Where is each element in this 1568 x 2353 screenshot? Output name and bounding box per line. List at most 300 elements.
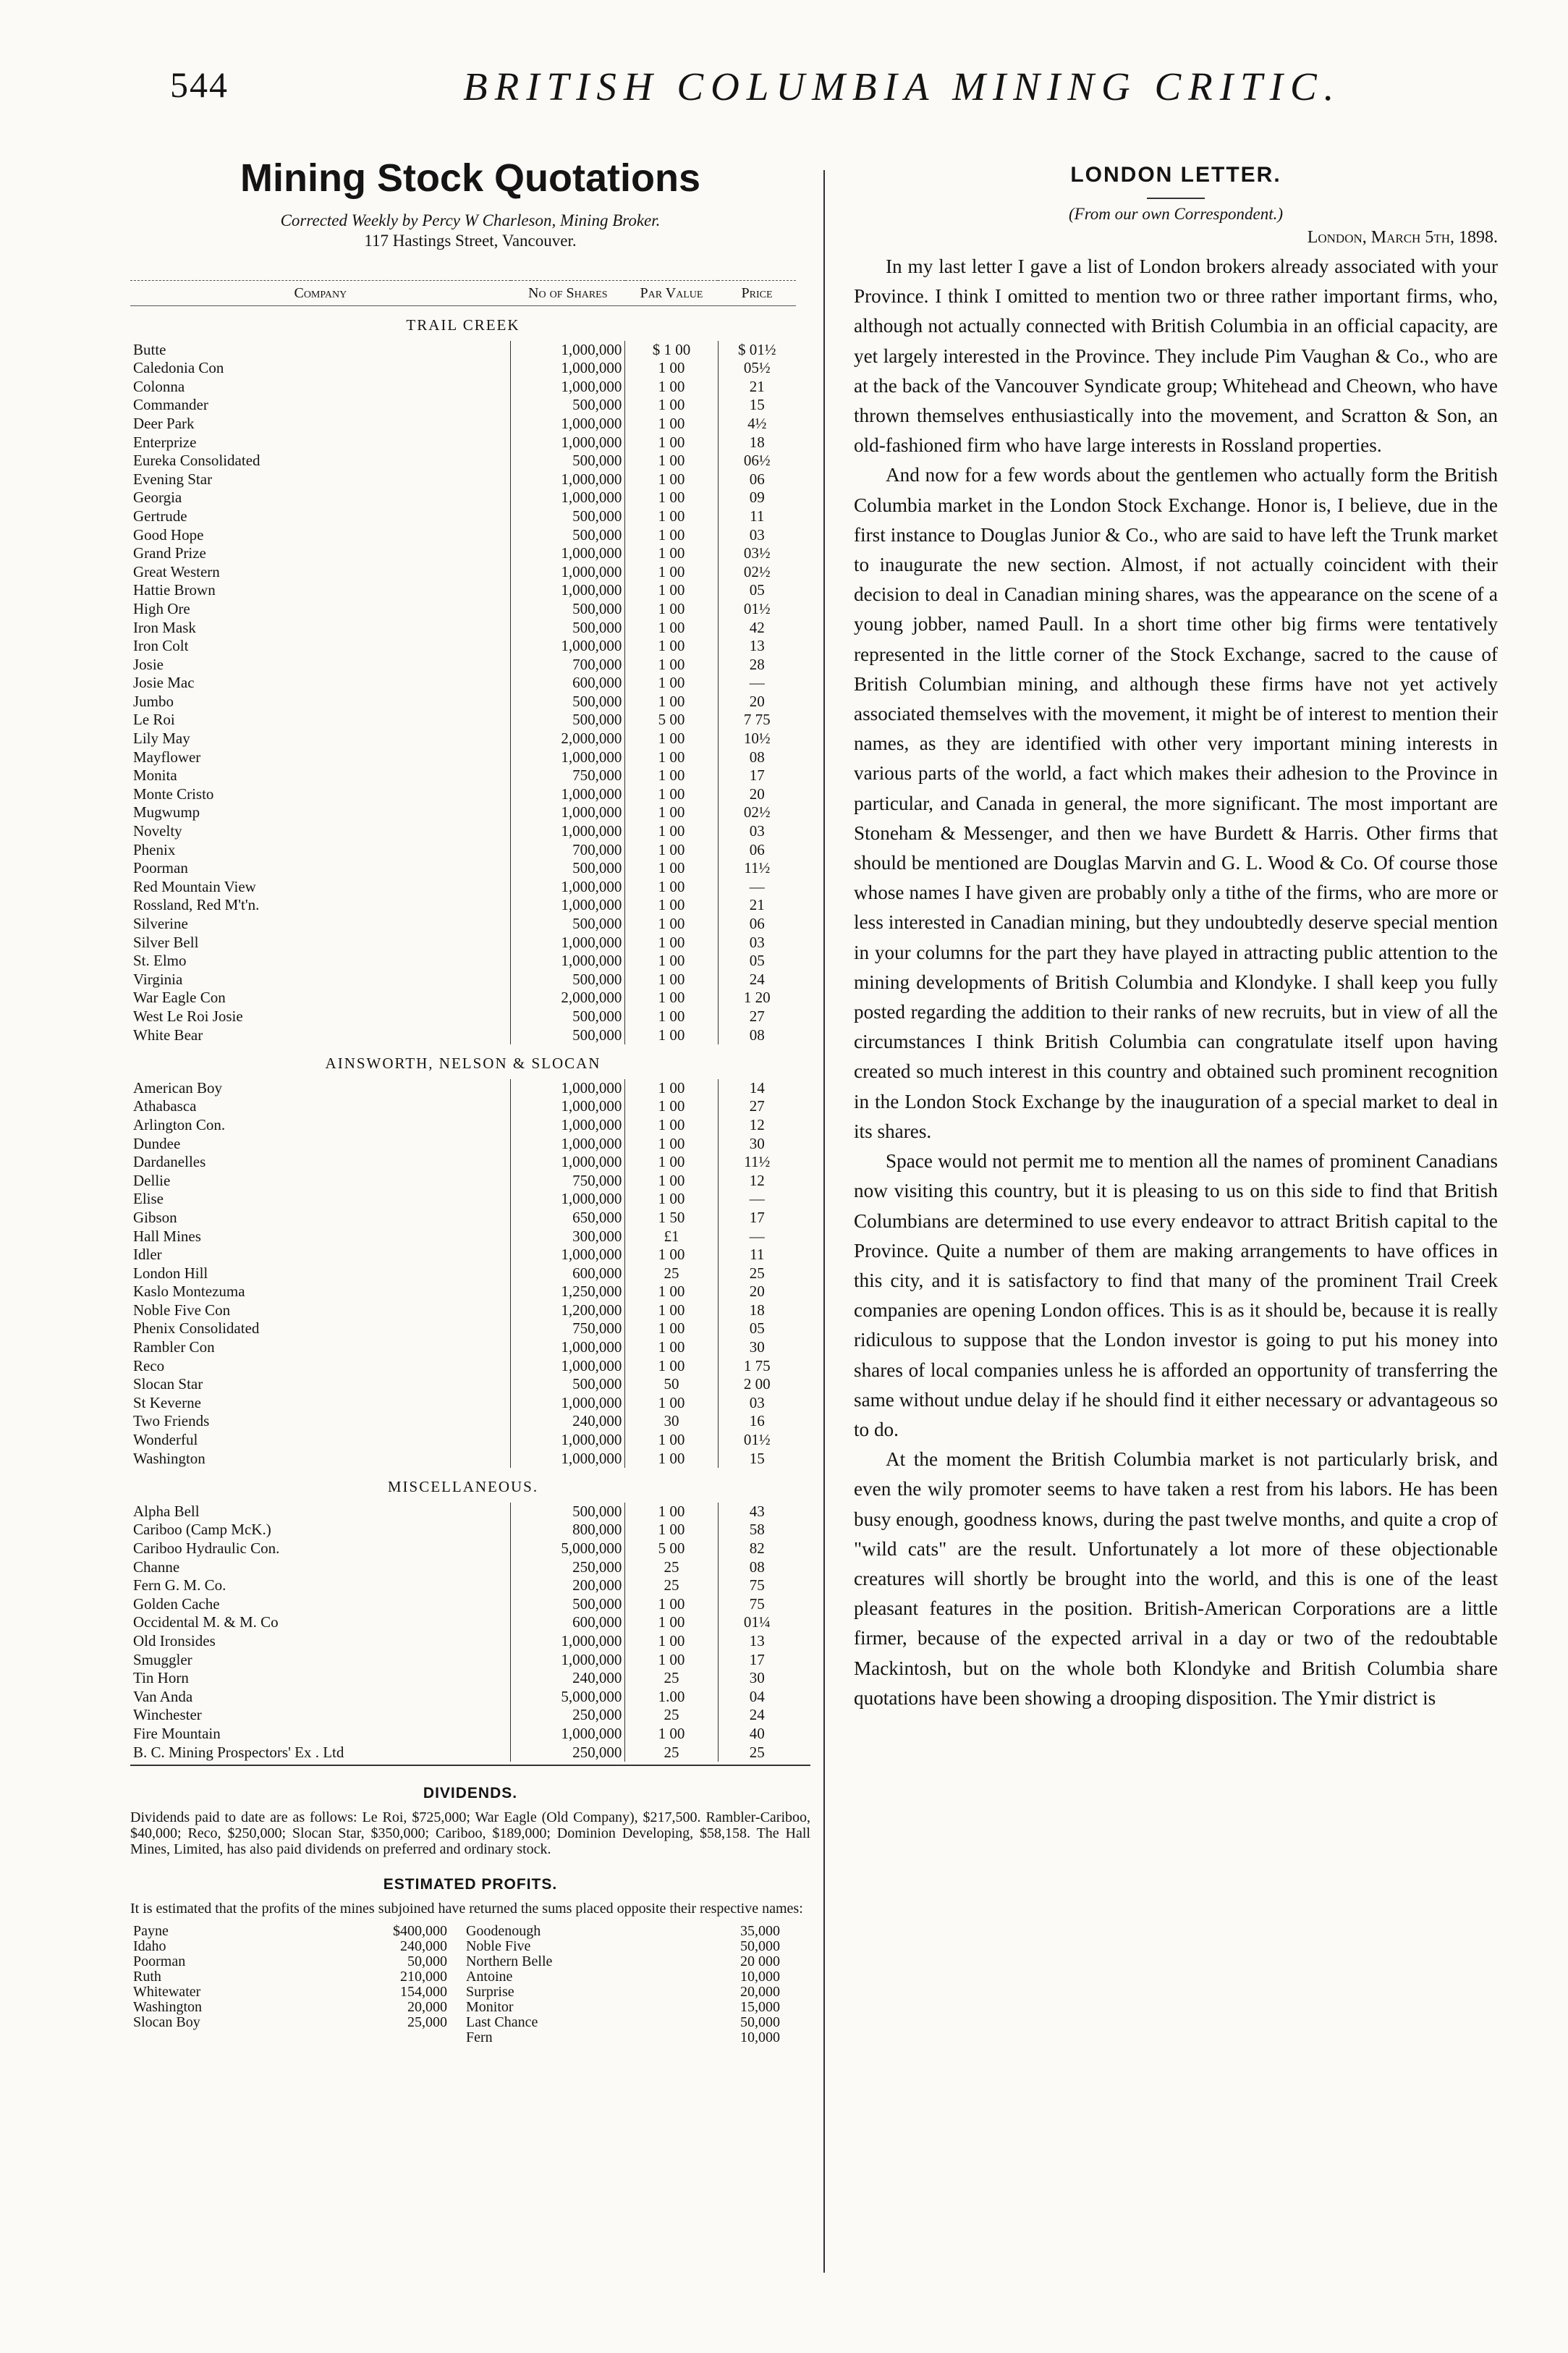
company-name: Iron Colt [130, 637, 511, 656]
price-value: 25 [749, 1264, 765, 1282]
price-value: 17 [749, 1650, 765, 1668]
par-value: 5 00 [625, 711, 718, 730]
price-value: 13 [749, 637, 765, 655]
company-name: Rossland, Red M't'n. [130, 896, 511, 915]
corrected-line: Corrected Weekly by Percy W Charleson, Mining Broker. [280, 211, 661, 229]
section-heading-row [130, 306, 796, 341]
quote-row [130, 1007, 796, 1026]
par-value: 1 00 [625, 785, 718, 804]
company-name: Le Roi [130, 711, 511, 730]
par-value: 1 50 [625, 1209, 718, 1228]
shares-value: 500,000 [511, 1375, 625, 1394]
par-value: 1 00 [625, 748, 718, 767]
profit-amount [328, 2030, 463, 2045]
company-name: Red Mountain View [130, 878, 511, 897]
profit-amount: 50,000 [740, 2014, 780, 2031]
dividends-title: DIVIDENDS. [423, 1785, 518, 1802]
quote-row [130, 1706, 796, 1725]
profits-title: ESTIMATED PROFITS. [383, 1876, 558, 1893]
shares-value: 1,000,000 [511, 952, 625, 971]
par-value: 1 00 [625, 1283, 718, 1301]
profit-amount: 10,000 [740, 1969, 780, 1985]
quote-row [130, 989, 796, 1007]
company-name: Colonna [130, 378, 511, 397]
quote-row [130, 878, 796, 897]
price-value: 13 [749, 1631, 765, 1649]
profit-amount: 25,000 [407, 2014, 447, 2031]
par-value: 1 00 [625, 1246, 718, 1264]
company-name: Wonderful [130, 1431, 511, 1450]
par-value: 25 [625, 1264, 718, 1283]
quote-row [130, 526, 796, 545]
par-value: 1 00 [625, 952, 718, 971]
company-name: Idler [130, 1246, 511, 1264]
price-value: 09 [749, 489, 765, 507]
shares-value: 1,250,000 [511, 1283, 625, 1301]
quote-row [130, 507, 796, 526]
address-line: 117 Hastings Street, Vancouver. [364, 232, 577, 250]
quote-row [130, 1116, 796, 1135]
quote-row [130, 1283, 796, 1301]
shares-value: 500,000 [511, 526, 625, 545]
quote-row [130, 1503, 796, 1521]
company-name: Novelty [130, 822, 511, 841]
quote-row [130, 1558, 796, 1577]
company-name: Hall Mines [130, 1228, 511, 1246]
company-name: St. Elmo [130, 952, 511, 971]
quote-row [130, 803, 796, 822]
shares-value: 250,000 [511, 1558, 625, 1577]
col-company-header: Company [130, 281, 511, 306]
par-value: 1 00 [625, 1357, 718, 1376]
price-value: 28 [749, 655, 765, 673]
company-name: Smuggler [130, 1651, 511, 1670]
company-name: West Le Roi Josie [130, 1007, 511, 1026]
price-value: 01½ [743, 1431, 771, 1449]
price-value: 10½ [743, 730, 771, 748]
par-value: 1 00 [625, 1521, 718, 1539]
shares-value: 2,000,000 [511, 730, 625, 748]
price-value: 21 [749, 896, 765, 914]
par-value: 1 00 [625, 1651, 718, 1670]
profits-table [130, 1924, 796, 2045]
shares-value: 800,000 [511, 1521, 625, 1539]
shares-value: 1,000,000 [511, 434, 625, 452]
shares-value: 2,000,000 [511, 989, 625, 1007]
par-value: 25 [625, 1744, 718, 1762]
quote-row [130, 785, 796, 804]
price-value: 17 [749, 1208, 765, 1226]
par-value: 1 00 [625, 1319, 718, 1338]
company-name: Caledonia Con [130, 359, 511, 378]
quote-row [130, 1246, 796, 1264]
price-value: 58 [749, 1521, 765, 1539]
company-name: Fern G. M. Co. [130, 1576, 511, 1595]
shares-value: 1,000,000 [511, 1079, 625, 1098]
company-name: Golden Cache [130, 1595, 511, 1614]
dividends-text: Dividends paid to date are as follows: Le Roi, $725,000; War Eagle (Old Company), $217,500. Rambler-Cariboo, $40,000; Reco, $250,000; Slocan Star, $350,000; Cariboo, $189,000; Dominion Developing, $58,158. The Hall Mines, Limited, has also paid dividends on preferred and ordinary stock. [130, 1809, 810, 1858]
company-name: Cariboo (Camp McK.) [130, 1521, 511, 1539]
profit-row [130, 1985, 796, 2000]
price-value: 05 [749, 1319, 765, 1338]
company-name: Slocan Star [130, 1375, 511, 1394]
price-value: 16 [749, 1412, 765, 1430]
company-name: Mugwump [130, 803, 511, 822]
mine-name: Idaho [133, 1938, 166, 1955]
price-value: — [749, 877, 765, 895]
quote-row [130, 859, 796, 878]
price-value: 01½ [743, 599, 771, 617]
par-value: £1 [625, 1228, 718, 1246]
profit-row [130, 2000, 796, 2015]
par-value: 1 00 [625, 434, 718, 452]
company-name: Commander [130, 396, 511, 415]
price-value: — [749, 1190, 765, 1208]
company-name: Dellie [130, 1172, 511, 1191]
company-name: St Keverne [130, 1394, 511, 1413]
price-value: 11 [750, 507, 765, 525]
price-value: 03 [749, 525, 765, 544]
shares-value: 500,000 [511, 452, 625, 470]
company-name: Eureka Consolidated [130, 452, 511, 470]
par-value: 1 00 [625, 1503, 718, 1521]
mine-name: Monitor [465, 1999, 514, 2016]
quote-row [130, 971, 796, 989]
par-value: 1 00 [625, 637, 718, 656]
company-name: Evening Star [130, 470, 511, 489]
company-name: Silverine [130, 915, 511, 934]
company-name: Virginia [130, 971, 511, 989]
mine-name: Washington [133, 1999, 203, 2016]
shares-value: 1,000,000 [511, 415, 625, 434]
shares-value: 1,000,000 [511, 1153, 625, 1172]
company-name: Occidental M. & M. Co [130, 1613, 511, 1632]
price-value: 30 [749, 1338, 765, 1356]
price-value: 7 75 [743, 711, 771, 729]
company-name: Channe [130, 1558, 511, 1577]
price-value: — [749, 1227, 765, 1245]
par-value: 1 00 [625, 730, 718, 748]
quote-row [130, 470, 796, 489]
letter-body [854, 252, 1498, 1713]
company-name: Monita [130, 766, 511, 785]
quote-row [130, 1613, 796, 1632]
price-value: 15 [749, 396, 765, 414]
quote-row [130, 656, 796, 675]
company-name: War Eagle Con [130, 989, 511, 1007]
shares-value: 1,000,000 [511, 1651, 625, 1670]
price-value: 06 [749, 915, 765, 932]
price-value: 03 [749, 1393, 765, 1411]
price-value: 05 [749, 581, 765, 599]
section-heading-row [130, 1044, 796, 1079]
shares-value: 500,000 [511, 711, 625, 730]
company-name: Deer Park [130, 415, 511, 434]
company-name: Kaslo Montezuma [130, 1283, 511, 1301]
quote-row [130, 1431, 796, 1450]
quote-row [130, 359, 796, 378]
shares-value: 500,000 [511, 1503, 625, 1521]
price-value: 01¼ [743, 1613, 771, 1631]
shares-value: 700,000 [511, 656, 625, 675]
price-value: 18 [749, 433, 765, 451]
quote-row [130, 563, 796, 582]
price-value: — [749, 674, 765, 692]
mine-name: Fern [465, 2029, 493, 2046]
quote-row [130, 1539, 796, 1558]
shares-value: 1,000,000 [511, 1632, 625, 1651]
company-name: Jumbo [130, 693, 511, 711]
shares-value: 750,000 [511, 766, 625, 785]
par-value: 1 00 [625, 600, 718, 619]
shares-value: 1,000,000 [511, 637, 625, 656]
profit-amount: 154,000 [399, 1984, 447, 2001]
profit-amount: 15,000 [740, 1999, 780, 2016]
par-value: 25 [625, 1558, 718, 1577]
price-value: 06 [749, 840, 765, 858]
column-rule [823, 170, 825, 2273]
profit-amount: 50,000 [407, 1953, 447, 1970]
page-number: 544 [170, 64, 229, 105]
shares-value: 500,000 [511, 693, 625, 711]
profit-amount: 210,000 [399, 1969, 447, 1985]
quote-row [130, 822, 796, 841]
par-value: 1 00 [625, 1153, 718, 1172]
par-value: 1 00 [625, 396, 718, 415]
letter-paragraph: At the moment the British Columbia market is not particularly brisk, and even the wily promoter seems to have taken a rest from his labors. He has been busy enough, goodness knows, during the past twelve months, and quite a crop of "wild cats" are the result. Unfortunately a lot more of these objectionable creatures will shortly be brought into the world, and this is one of the least pleasant features in the position. British-American Corporations are a little firmer, because of the expected arrival in a day or two of the redoubtable Mackintosh, but on the whole both Klondyke and British Columbia share quotations have been showing a drooping disposition. The Ymir district is [854, 1448, 1498, 1709]
company-name: Enterprize [130, 434, 511, 452]
quote-row [130, 544, 796, 563]
title-rule [1147, 198, 1205, 199]
quote-row [130, 1744, 796, 1762]
par-value: 1 00 [625, 971, 718, 989]
quote-row [130, 711, 796, 730]
col-price-header: Price [718, 281, 796, 306]
company-name: Athabasca [130, 1097, 511, 1116]
price-value: 06½ [743, 452, 771, 470]
price-value: 24 [749, 1706, 765, 1724]
company-name: Butte [130, 341, 511, 360]
quote-row [130, 1228, 796, 1246]
company-name: Silver Bell [130, 934, 511, 952]
profit-amount: 10,000 [740, 2029, 780, 2046]
profit-amount: 35,000 [740, 1923, 780, 1940]
shares-value: 1,000,000 [511, 1431, 625, 1450]
company-name: Washington [130, 1450, 511, 1469]
table-bottom-rule [130, 1765, 810, 1766]
shares-value: 200,000 [511, 1576, 625, 1595]
price-value: 18 [749, 1301, 765, 1319]
quote-row [130, 378, 796, 397]
shares-value: 240,000 [511, 1669, 625, 1688]
profit-row [130, 1939, 796, 1954]
mine-name: Last Chance [465, 2014, 538, 2031]
quotations-title: Mining Stock Quotations [240, 156, 700, 200]
section-heading: TRAIL CREEK [406, 316, 520, 334]
quote-row [130, 341, 796, 360]
par-value: 1 00 [625, 656, 718, 675]
quote-row [130, 452, 796, 470]
par-value: 50 [625, 1375, 718, 1394]
price-value: 75 [749, 1576, 765, 1594]
quote-row [130, 415, 796, 434]
price-value: 11 [750, 1246, 765, 1264]
company-name: American Boy [130, 1079, 511, 1098]
shares-value: 700,000 [511, 841, 625, 860]
price-value: 04 [749, 1687, 765, 1705]
shares-value: 750,000 [511, 1319, 625, 1338]
quotations-body [130, 306, 796, 1762]
shares-value: 240,000 [511, 1412, 625, 1431]
shares-value: 300,000 [511, 1228, 625, 1246]
company-name: Cariboo Hydraulic Con. [130, 1539, 511, 1558]
company-name: Arlington Con. [130, 1116, 511, 1135]
quote-row [130, 434, 796, 452]
company-name: London Hill [130, 1264, 511, 1283]
shares-value: 1,000,000 [511, 785, 625, 804]
quote-row [130, 1576, 796, 1595]
par-value: 1 00 [625, 822, 718, 841]
price-value: 17 [749, 766, 765, 785]
shares-value: 250,000 [511, 1744, 625, 1762]
shares-value: 1,000,000 [511, 896, 625, 915]
par-value: 1 00 [625, 1026, 718, 1045]
company-name: Poorman [130, 859, 511, 878]
price-value: $ 01½ [738, 340, 776, 358]
company-name: Rambler Con [130, 1338, 511, 1357]
quote-row [130, 1079, 796, 1098]
shares-value: 1,000,000 [511, 1246, 625, 1264]
company-name: Iron Mask [130, 619, 511, 638]
shares-value: 1,000,000 [511, 581, 625, 600]
quote-row [130, 637, 796, 656]
company-name: Alpha Bell [130, 1503, 511, 1521]
shares-value: 650,000 [511, 1209, 625, 1228]
profit-row [130, 2030, 796, 2045]
shares-value: 1,000,000 [511, 489, 625, 507]
par-value: 1 00 [625, 1450, 718, 1469]
par-value: 1 00 [625, 1172, 718, 1191]
par-value: 1.00 [625, 1688, 718, 1707]
shares-value: 1,000,000 [511, 1338, 625, 1357]
quote-row [130, 600, 796, 619]
price-value: 27 [749, 1097, 765, 1115]
profit-row [130, 2015, 796, 2030]
price-value: 27 [749, 1007, 765, 1025]
profit-amount: 50,000 [740, 1938, 780, 1955]
shares-value: 5,000,000 [511, 1539, 625, 1558]
letter-dateline: London, March 5th, 1898. [1307, 228, 1498, 247]
price-value: 11½ [744, 859, 771, 877]
company-name: Gertrude [130, 507, 511, 526]
price-value: 05½ [743, 359, 771, 377]
mine-name: Northern Belle [465, 1953, 553, 1970]
shares-value: 600,000 [511, 1264, 625, 1283]
company-name: White Bear [130, 1026, 511, 1045]
company-name: Old Ironsides [130, 1632, 511, 1651]
par-value: 5 00 [625, 1539, 718, 1558]
par-value: 1 00 [625, 1431, 718, 1450]
shares-value: 1,000,000 [511, 1394, 625, 1413]
company-name: Phenix [130, 841, 511, 860]
profit-amount: 20,000 [407, 1999, 447, 2016]
quote-row [130, 766, 796, 785]
par-value: 1 00 [625, 1079, 718, 1098]
price-value: 11½ [744, 1153, 771, 1171]
price-value: 06 [749, 470, 765, 488]
shares-value: 500,000 [511, 1595, 625, 1614]
running-title: BRITISH COLUMBIA MINING CRITIC. [463, 64, 1342, 109]
col-shares-header: No of Shares [511, 281, 625, 306]
price-value: 14 [749, 1078, 765, 1097]
quote-row [130, 1301, 796, 1320]
company-name: Monte Cristo [130, 785, 511, 804]
shares-value: 500,000 [511, 600, 625, 619]
shares-value: 1,000,000 [511, 359, 625, 378]
par-value: 1 00 [625, 581, 718, 600]
company-name: Georgia [130, 489, 511, 507]
mine-name: Whitewater [133, 1984, 201, 2001]
company-name: Gibson [130, 1209, 511, 1228]
par-value: 1 00 [625, 378, 718, 397]
company-name: Elise [130, 1190, 511, 1209]
quote-row [130, 1375, 796, 1394]
par-value: 1 00 [625, 1116, 718, 1135]
letter-paragraph: Space would not permit me to mention all the names of prominent Canadians now visiting this country, but it is pleasing to us on this side to find that British Columbians are determined to use every endeavor to attract British capital to the Province. Quite a number of them are making arrangements to have offices in this city, and it is satisfactory to find that many of the prominent Trail Creek companies are opening London offices. This is as it should be, because it is really ridiculous to suppose that the London investor is going to put his money into shares of local companies unless he is afforded an opportunity of transferring the same without undue delay if he should find it either necessary or advantageous so to do. [854, 1150, 1498, 1440]
par-value: 1 00 [625, 415, 718, 434]
price-value: 03 [749, 933, 765, 951]
par-value: 1 00 [625, 526, 718, 545]
par-value: 1 00 [625, 674, 718, 693]
par-value: 1 00 [625, 1190, 718, 1209]
price-value: 24 [749, 970, 765, 988]
shares-value: 1,000,000 [511, 1450, 625, 1469]
par-value: 30 [625, 1412, 718, 1431]
mine-name: Payne [133, 1923, 169, 1940]
company-name: Great Western [130, 563, 511, 582]
shares-value: 1,000,000 [511, 1725, 625, 1744]
section-heading: MISCELLANEOUS. [387, 1478, 539, 1496]
par-value: 1 00 [625, 489, 718, 507]
quote-row [130, 1209, 796, 1228]
shares-value: 500,000 [511, 619, 625, 638]
price-value: 12 [749, 1171, 765, 1189]
shares-value: 1,000,000 [511, 544, 625, 563]
par-value: 25 [625, 1706, 718, 1725]
shares-value: 500,000 [511, 971, 625, 989]
par-value: $ 1 00 [625, 341, 718, 360]
quote-row [130, 1688, 796, 1707]
profit-row [130, 1969, 796, 1985]
shares-value: 1,000,000 [511, 563, 625, 582]
par-value: 1 00 [625, 1613, 718, 1632]
quote-row [130, 1338, 796, 1357]
quote-row [130, 1521, 796, 1539]
par-value: 1 00 [625, 1632, 718, 1651]
profit-row [130, 1954, 796, 1969]
shares-value: 1,000,000 [511, 934, 625, 952]
quote-row [130, 619, 796, 638]
shares-value: 750,000 [511, 1172, 625, 1191]
quote-row [130, 1264, 796, 1283]
price-value: 4½ [747, 414, 767, 432]
par-value: 1 00 [625, 470, 718, 489]
letter-paragraph: In my last letter I gave a list of London brokers already associated with your Province. I think I omitted to mention two or three rather important firms, who, although not actually connected with British Columbia in an official capacity, are yet largely interested in the Province. They include Pim Vaughan & Co., who are at the back of the Vancouver Syndicate group; Whitehead and Cheown, who have thrown themselves enthusiastically into the movement, and Scratton & Son, an old-fashioned firm who have large interests in Rossland properties. [854, 255, 1498, 457]
quote-row [130, 934, 796, 952]
price-value: 03 [749, 822, 765, 840]
shares-value: 500,000 [511, 1026, 625, 1045]
company-name: Josie [130, 656, 511, 675]
